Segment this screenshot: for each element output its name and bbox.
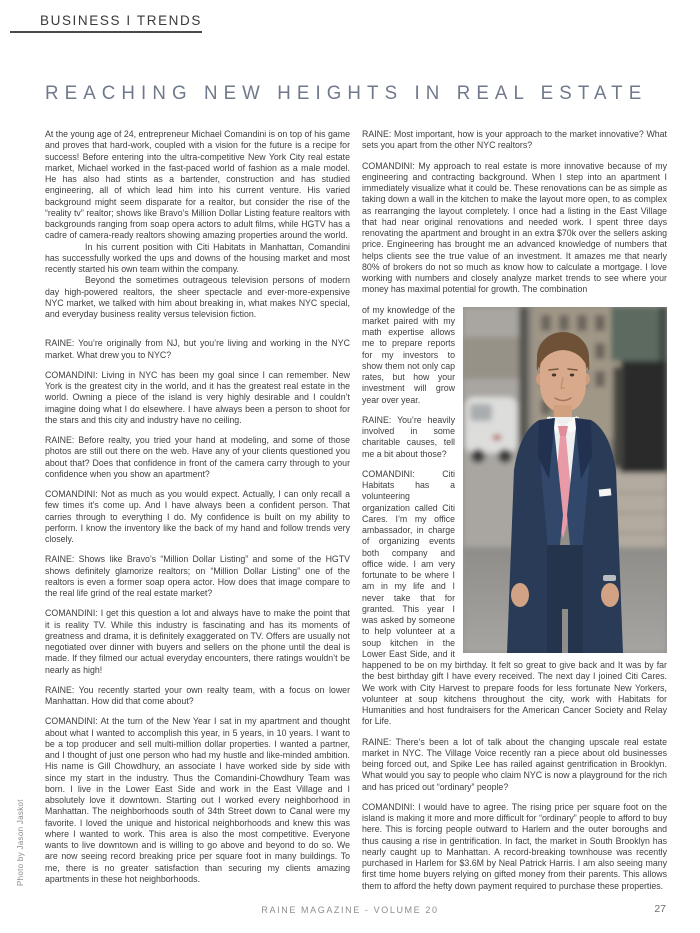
photo-credit: Photo by Jason Jaskot <box>16 799 25 886</box>
paragraph: At the young age of 24, entrepreneur Michael Comandini is on top of his game and proves that hard-work, coupled with a vision for the future is a recipe for success! Before entering into the ultra-competitive New York City real estate market, Michael worked in the fast-paced world of fashion as a male model. He has also had stints as a bartender, construction and has studied engineering, all of which lead him into his current venture. His varied background might seem disparate for a realtor, but consider the rise of the “reality tv” realtor; shows like Bravo’s Million Dollar Listing feature realtors with backgrounds ranging from soap opera actors to adult films, while HGTV has a cadre of camera-ready realtors showing amazing properties around the world. <box>45 129 350 241</box>
interview-answer: COMANDINI: Living in NYC has been my goal since I can remember. New York is the greatest city in the world, and it has the greatest real estate in the world. Owning a piece of the island is very highly desirable and I couldn’t imagine doing what I do elsewhere. I have always been a person to shoot for the stars and this city and industry have no ceiling. <box>45 369 350 425</box>
interview-answer: COMANDINI: Citi Habitats has a volunteering organization called Citi Cares. I’m my office ambassador, in charge of organizing events both company and office wide. I am very fortunate to be where I am in my life and I never take that for granted. This year I was asked by someone to help volunteer at a soup kitchen in the Lower East Side, and it happened to be on my birthday. It felt so great to give back and It was by far the best birthday gift I have every received. The next day I joined Citi Cares. We work with City Harvest to prepare foods for less fortunate New Yorkers, volunteer at soup kitchens throughout the city, work with Habitats for Humanities and host fundraisers for the American Cancer Society and Relay for Life. <box>362 468 667 727</box>
interview-answer: of my knowledge of the market paired with my math expertise allows me to prepare reports for my investors to show them not only cap rates, but how your investment will grow year over year. <box>362 304 455 405</box>
man-in-suit-photo <box>463 307 667 653</box>
paragraph: Beyond the sometimes outrageous television persons of modern day high-powered realtors, the sheer spectacle and ever-more-expensive NYC market, we talked with him about breaking in, what makes NYC special, and everyday business reality versus television fiction. <box>45 275 350 319</box>
interview-question: RAINE: Most important, how is your approach to the market innovative? What sets you apart from the other NYC realtors? <box>362 129 667 151</box>
interview-answer: COMANDINI: At the turn of the New Year I sat in my apartment and thought about what I wanted to accomplish this year, in 5 years, in 10 years. I want to be a top producer and sell multi-million dollar properties. I wanted a partner, and I thought of just one person who had my hustle and like-minded ambition. His name is Gill Chowdhury, an associate I have worked side by side with since my start in the industry. Thus the Comandini-Chowdhury Team was born. I live in the Lower East Side and work in the East Village and I absolutely love it downtown. Starting out I worked every neighborhood in Manhattan. The neighborhoods south of 34th Street down to Canal were my favorite. I loved the unique and historical neighborhoods and knew this was where I wanted to work. This area is also the most competitive. Everyone wants to live downtown and is willing to go above and beyond to do so. We are now seeing record breaking price per square foot in many buildings. To me, there is no greater satisfaction than securing my clients amazing apartments in these hot neighborhoods. <box>45 716 350 884</box>
interview-question: RAINE: Before realty, you tried your hand at modeling, and some of those photos are still out there on the web. Have any of your clients questioned you about that? Does that confidence in front of the camera carry through to your confidence when you show an apartment? <box>45 435 350 479</box>
interview-answer: COMANDINI: I get this question a lot and always have to make the point that it is reality TV. While this industry is fascinating and has its moments of greatness and drama, it is definitely exaggerated on TV. Offers are usually not negotiated over dinner with buyers and sellers on the phone until the deal is made. If they filmed our actual everyday encounters, there ratings wouldn’t be nearly as high! <box>45 608 350 675</box>
section-header: BUSINESS I TRENDS <box>40 13 202 28</box>
interview-question: RAINE: Shows like Bravo’s “Million Dollar Listing” and some of the HGTV shows definitely glamorize realtors; on “Million Dollar Listing” one of the realtors is even a former soap opera actor. How does that image compare to the real life grind of the real estate market? <box>45 554 350 598</box>
header-rule <box>10 31 202 33</box>
page-title: REACHING NEW HEIGHTS IN REAL ESTATE <box>45 82 648 104</box>
interview-answer: COMANDINI: Not as much as you would expect. Actually, I can only recall a few times it’s come up. And I have always been a confident person. That carries through to everything I do. My confidence is built on my ability to perform. I know the inventory like the back of my hand and follow trends very closely. <box>45 489 350 544</box>
interview-question: RAINE: You’re originally from NJ, but you’re living and working in the NYC market. What drew you to NYC? <box>45 338 350 360</box>
paragraph: In his current position with Citi Habitats in Manhattan, Comandini has successfully worked the ups and downs of the housing market and most recently started his own team within the company. <box>45 241 350 274</box>
interview-question: RAINE: There’s been a lot of talk about the changing upscale real estate market in NYC. The Village Voice recently ran a piece about old businesses being forced out, and Spike Lee has railed against gentrification in Brooklyn. What would you say to people who claim NYC is now a playground for the rich and has priced out “ordinary” people? <box>362 736 667 792</box>
article-body <box>45 129 667 901</box>
left-column <box>45 129 350 901</box>
interview-question: RAINE: You recently started your own realty team, with a focus on lower Manhattan. How did that come about? <box>45 684 350 706</box>
right-column <box>362 129 667 901</box>
interview-answer: COMANDINI: My approach to real estate is more innovative because of my engineering and contracting background. When I step into an apartment I immediately visualize what it could be. These renovations can be as simple as taking down a wall in the kitchen to make the layout more open, to as complex as rearranging the layout completely. I once had a listing in the East Village that had near original renovations and needed work. I spent three days renovating the apartment and brought in an extra $70k over the sellers asking price. Engineering has brought me an advanced knowledge of numbers that helps clients see the true value of an investment. It amazes me that nearly 80% of brokers do not so much as know how to calculate a mortgage. I love working with numbers and closely analyze market trends to see where your money has maximal potential for growth. The combination <box>362 160 667 295</box>
footer-page-number: 27 <box>654 903 666 915</box>
interview-question: RAINE: You’re heavily involved in some charitable causes, tell me a bit about those? <box>362 414 455 459</box>
footer-magazine-title: RAINE MAGAZINE - VOLUME 20 <box>261 905 439 915</box>
interview-answer: COMANDINI: I would have to agree. The rising price per square foot on the island is making it more and more difficult for “ordinary” people to afford to buy here. This is forcing people outward to Harlem and the outer boroughs and thus causing a rise in gentrification. In fact, the market in South Brooklyn has nearly caught up to Manhattan. A record-breaking townhouse was recently purchased in Harlem for $3.6M by Neal Patrick Harris. I am also seeing many first time home buyers relying on gifted money from their parents. This allows them to afford the hefty down payment required to purchase these properties. <box>362 801 667 891</box>
interview-photo <box>463 307 667 653</box>
